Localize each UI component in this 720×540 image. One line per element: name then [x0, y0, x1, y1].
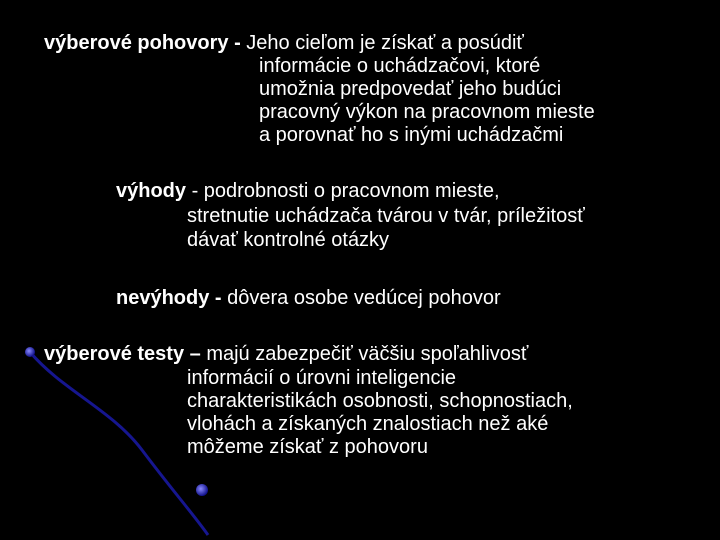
testy-line-2: informácií o úrovni inteligencie: [187, 367, 457, 389]
vyhody-line-2: stretnutie uchádzača tvárou v tvár, príležitosť: [187, 205, 585, 227]
testy-line-3: charakteristikách osobnosti, schopnostiach,: [187, 390, 573, 412]
pohovory-line-5: a porovnať ho s inými uchádzačmi: [259, 124, 564, 146]
pohovory-definition-first: Jeho cieľom je získať a posúdiť: [246, 32, 524, 54]
pohovory-line-3: umožnia predpovedať jeho budúci: [259, 78, 562, 100]
pohovory-line-4: pracovný výkon na pracovnom mieste: [259, 101, 595, 123]
testy-text-first: majú zabezpečiť väčšiu spoľahlivosť: [200, 343, 529, 365]
testy-term: výberové testy –: [44, 343, 201, 365]
bullet-dot-icon: [25, 347, 35, 357]
vyhody-text-first: - podrobnosti o pracovnom mieste,: [186, 180, 500, 202]
testy-line-5: môžeme získať z pohovoru: [187, 436, 428, 458]
testy-line-4: vlohách a získaných znalostiach než aké: [187, 413, 549, 435]
nevyhody-line: [116, 287, 501, 310]
vyhody-term: výhody: [116, 180, 187, 202]
pohovory-term: výberové pohovory: [44, 32, 229, 54]
bullet-dot-icon: [196, 484, 208, 496]
pohovory-separator: -: [228, 32, 247, 54]
nevyhody-text: dôvera osobe vedúcej pohovor: [221, 287, 501, 309]
pohovory-line-2: informácie o uchádzačovi, ktoré: [259, 55, 541, 77]
vyhody-line-3: dávať kontrolné otázky: [187, 229, 390, 251]
vyhody-line-1: [116, 180, 500, 203]
testy-line-1: [44, 343, 528, 366]
nevyhody-term: nevýhody -: [116, 287, 222, 309]
pohovory-line-1: [44, 32, 524, 55]
